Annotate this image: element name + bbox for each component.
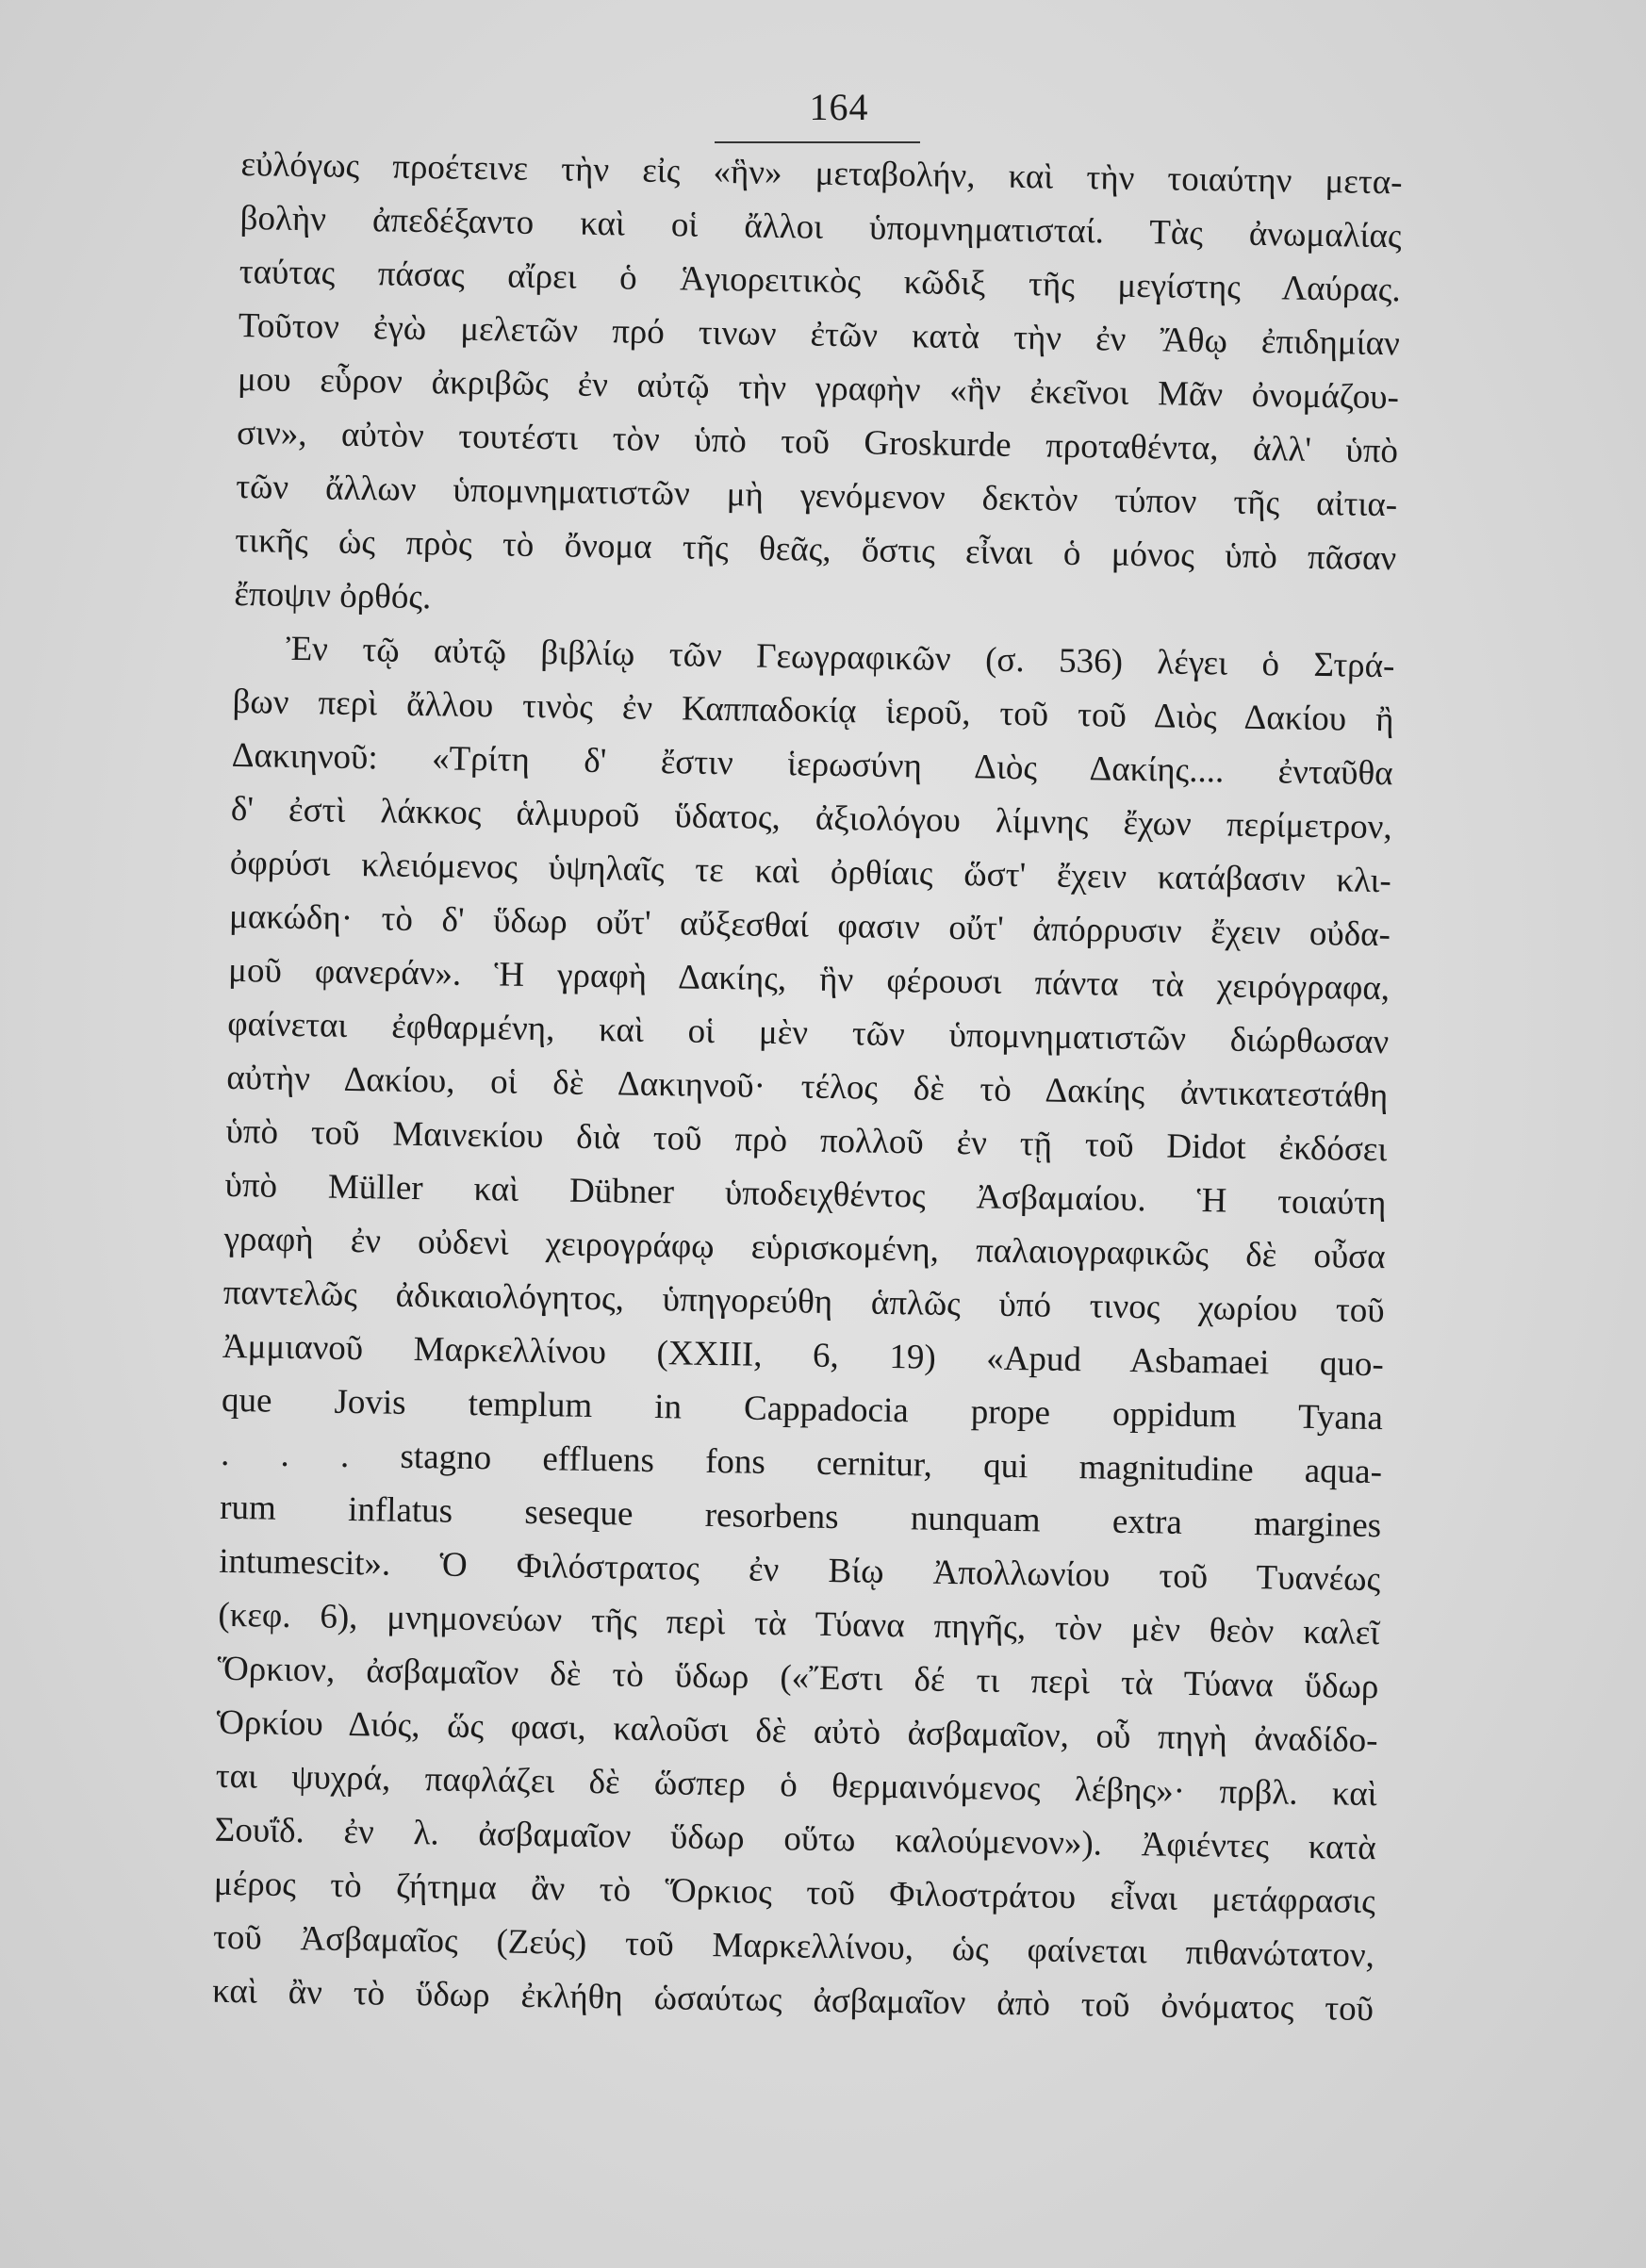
text-line: γραφὴ ἐν οὐδενὶ χειρογράφῳ εὑρισκομένη, παλαιογραφικῶς δὲ οὖσα bbox=[223, 1219, 1386, 1277]
text-line: ὑπὸ Müller καὶ Dübner ὑποδειχθέντος Ἀσβαμαίου. Ἡ τοιαύτη bbox=[224, 1165, 1387, 1224]
text-line: ται ψυχρά, παφλάζει δὲ ὥσπερ ὁ θερμαινόμενος λέβης»· πρβλ. καὶ bbox=[215, 1756, 1377, 1815]
body-text bbox=[211, 141, 1403, 2030]
text-line: βολὴν ἀπεδέξαντο καὶ οἱ ἄλλοι ὑπομνηματισταί. Τὰς ἀνωμαλίας bbox=[239, 198, 1402, 256]
text-line: . . . stagno effluens fons cernitur, qui magnitudine aqua- bbox=[220, 1434, 1383, 1492]
text-line: αὐτὴν Δακίου, οἱ δὲ Δακιηνοῦ· τέλος δὲ τὸ Δακίης ἀντικατεστάθη bbox=[226, 1058, 1389, 1116]
text-line: βων περὶ ἄλλου τινὸς ἐν Καππαδοκίᾳ ἱεροῦ, τοῦ τοῦ Διὸς Δακίου ἢ bbox=[232, 682, 1394, 740]
text-line: ὑπὸ τοῦ Μαινεκίου διὰ τοῦ πρὸ πολλοῦ ἐν τῇ τοῦ Didot ἐκδόσει bbox=[225, 1111, 1388, 1170]
text-line: Ὁρκίου Διός, ὥς φασι, καλοῦσι δὲ αὐτὸ ἀσβαμαῖον, οὗ πηγὴ ἀναδίδο- bbox=[216, 1702, 1378, 1761]
header-rule bbox=[715, 141, 920, 143]
text-line: ἔποψιν ὀρθός. bbox=[234, 574, 432, 617]
text-line: μου εὗρον ἀκριβῶς ἐν αὐτῷ τὴν γραφὴν «ἣν ἐκεῖνοι Μᾶν ὀνομάζου- bbox=[237, 359, 1400, 418]
text-line: Σουΐδ. ἐν λ. ἀσβαμαῖον ὕδωρ οὕτω καλούμενον»). Ἀφιέντες κατὰ bbox=[214, 1810, 1377, 1868]
text-line: (κεφ. 6), μνημονεύων τῆς περὶ τὰ Τύανα πηγῆς, τὸν μὲν θεὸν καλεῖ bbox=[218, 1595, 1380, 1653]
text-line: τικῆς ὡς πρὸς τὸ ὄνομα τῆς θεᾶς, ὅστις εἶναι ὁ μόνος ὑπὸ πᾶσαν bbox=[235, 520, 1397, 579]
text-line: παντελῶς ἀδικαιολόγητος, ὑπηγορεύθη ἁπλῶς ὑπό τινος χωρίου τοῦ bbox=[222, 1273, 1385, 1331]
text-line: φαίνεται ἐφθαρμένη, καὶ οἱ μὲν τῶν ὑπομνηματιστῶν διώρθωσαν bbox=[226, 1004, 1390, 1062]
text-line: μέρος τὸ ζήτημα ἂν τὸ Ὅρκιος τοῦ Φιλοστράτου εἶναι μετάφρασις bbox=[213, 1864, 1376, 1922]
text-line: que Jovis templum in Cappadocia prope oppidum Tyana bbox=[221, 1380, 1384, 1438]
text-line: τῶν ἄλλων ὑπομνηματιστῶν μὴ γενόμενον δεκτὸν τύπον τῆς αἰτια- bbox=[235, 467, 1398, 525]
text-line: δ' ἐστὶ λάκκος ἁλμυροῦ ὕδατος, ἀξιολόγου λίμνης ἔχων περίμετρον, bbox=[230, 789, 1393, 847]
text-line: μοῦ φανεράν». Ἡ γραφὴ Δακίης, ἣν φέρουσι πάντα τὰ χειρόγραφα, bbox=[227, 950, 1391, 1009]
text-line: intumescit». Ὁ Φιλόστρατος ἐν Βίῳ Ἀπολλωνίου τοῦ Τυανέως bbox=[219, 1541, 1381, 1600]
text-line: Τοῦτον ἐγὼ μελετῶν πρό τινων ἐτῶν κατὰ τὴν ἐν Ἄθῳ ἐπιδημίαν bbox=[238, 305, 1401, 364]
text-line: τοῦ Ἀσβαμαῖος (Ζεύς) τοῦ Μαρκελλίνου, ὡς φαίνεται πιθανώτατον, bbox=[212, 1917, 1375, 1976]
text-line: ταύτας πάσας αἴρει ὁ Ἁγιορειτικὸς κῶδιξ τῆς μεγίστης Λαύρας. bbox=[239, 252, 1401, 310]
text-line: Ἀμμιανοῦ Μαρκελλίνου (XXIII, 6, 19) «Apud Asbamaei quo- bbox=[222, 1326, 1385, 1385]
text-line: εὐλόγως προέτεινε τὴν εἰς «ἣν» μεταβολήν, καὶ τὴν τοιαύτην μετα- bbox=[240, 144, 1403, 203]
text-line: μακώδη· τὸ δ' ὕδωρ οὔτ' αὔξεσθαί φασιν οὔτ' ἀπόρρυσιν ἔχειν οὐδα- bbox=[228, 896, 1391, 955]
text-line: rum inflatus seseque resorbens nunquam extra margines bbox=[219, 1487, 1382, 1546]
text-line: Δακιηνοῦ: «Τρίτη δ' ἔστιν ἱερωσύνη Διὸς Δακίης.... ἐνταῦθα bbox=[231, 735, 1393, 794]
text-line: καὶ ἂν τὸ ὕδωρ ἐκλήθη ὡσαύτως ἀσβαμαῖον ἀπὸ τοῦ ὀνόματος τοῦ bbox=[211, 1971, 1374, 2030]
text-line: ὀφρύσι κλειόμενος ὑψηλαῖς τε καὶ ὀρθίαις ὥστ' ἔχειν κατάβασιν κλι- bbox=[229, 843, 1392, 901]
text-line: Ὅρκιον, ἀσβαμαῖον δὲ τὸ ὕδωρ («Ἔστι δέ τι περὶ τὰ Τύανα ὕδωρ bbox=[217, 1649, 1379, 1707]
text-line: Ἐν τῷ αὐτῷ βιβλίῳ τῶν Γεωγραφικῶν (σ. 536) λέγει ὁ Στρά- bbox=[286, 629, 1395, 686]
page-number: 164 bbox=[809, 86, 869, 128]
text-line: σιν», αὐτὸν τουτέστι τὸν ὑπὸ τοῦ Groskurde προταθέντα, ἀλλ' ὑπὸ bbox=[236, 413, 1399, 471]
